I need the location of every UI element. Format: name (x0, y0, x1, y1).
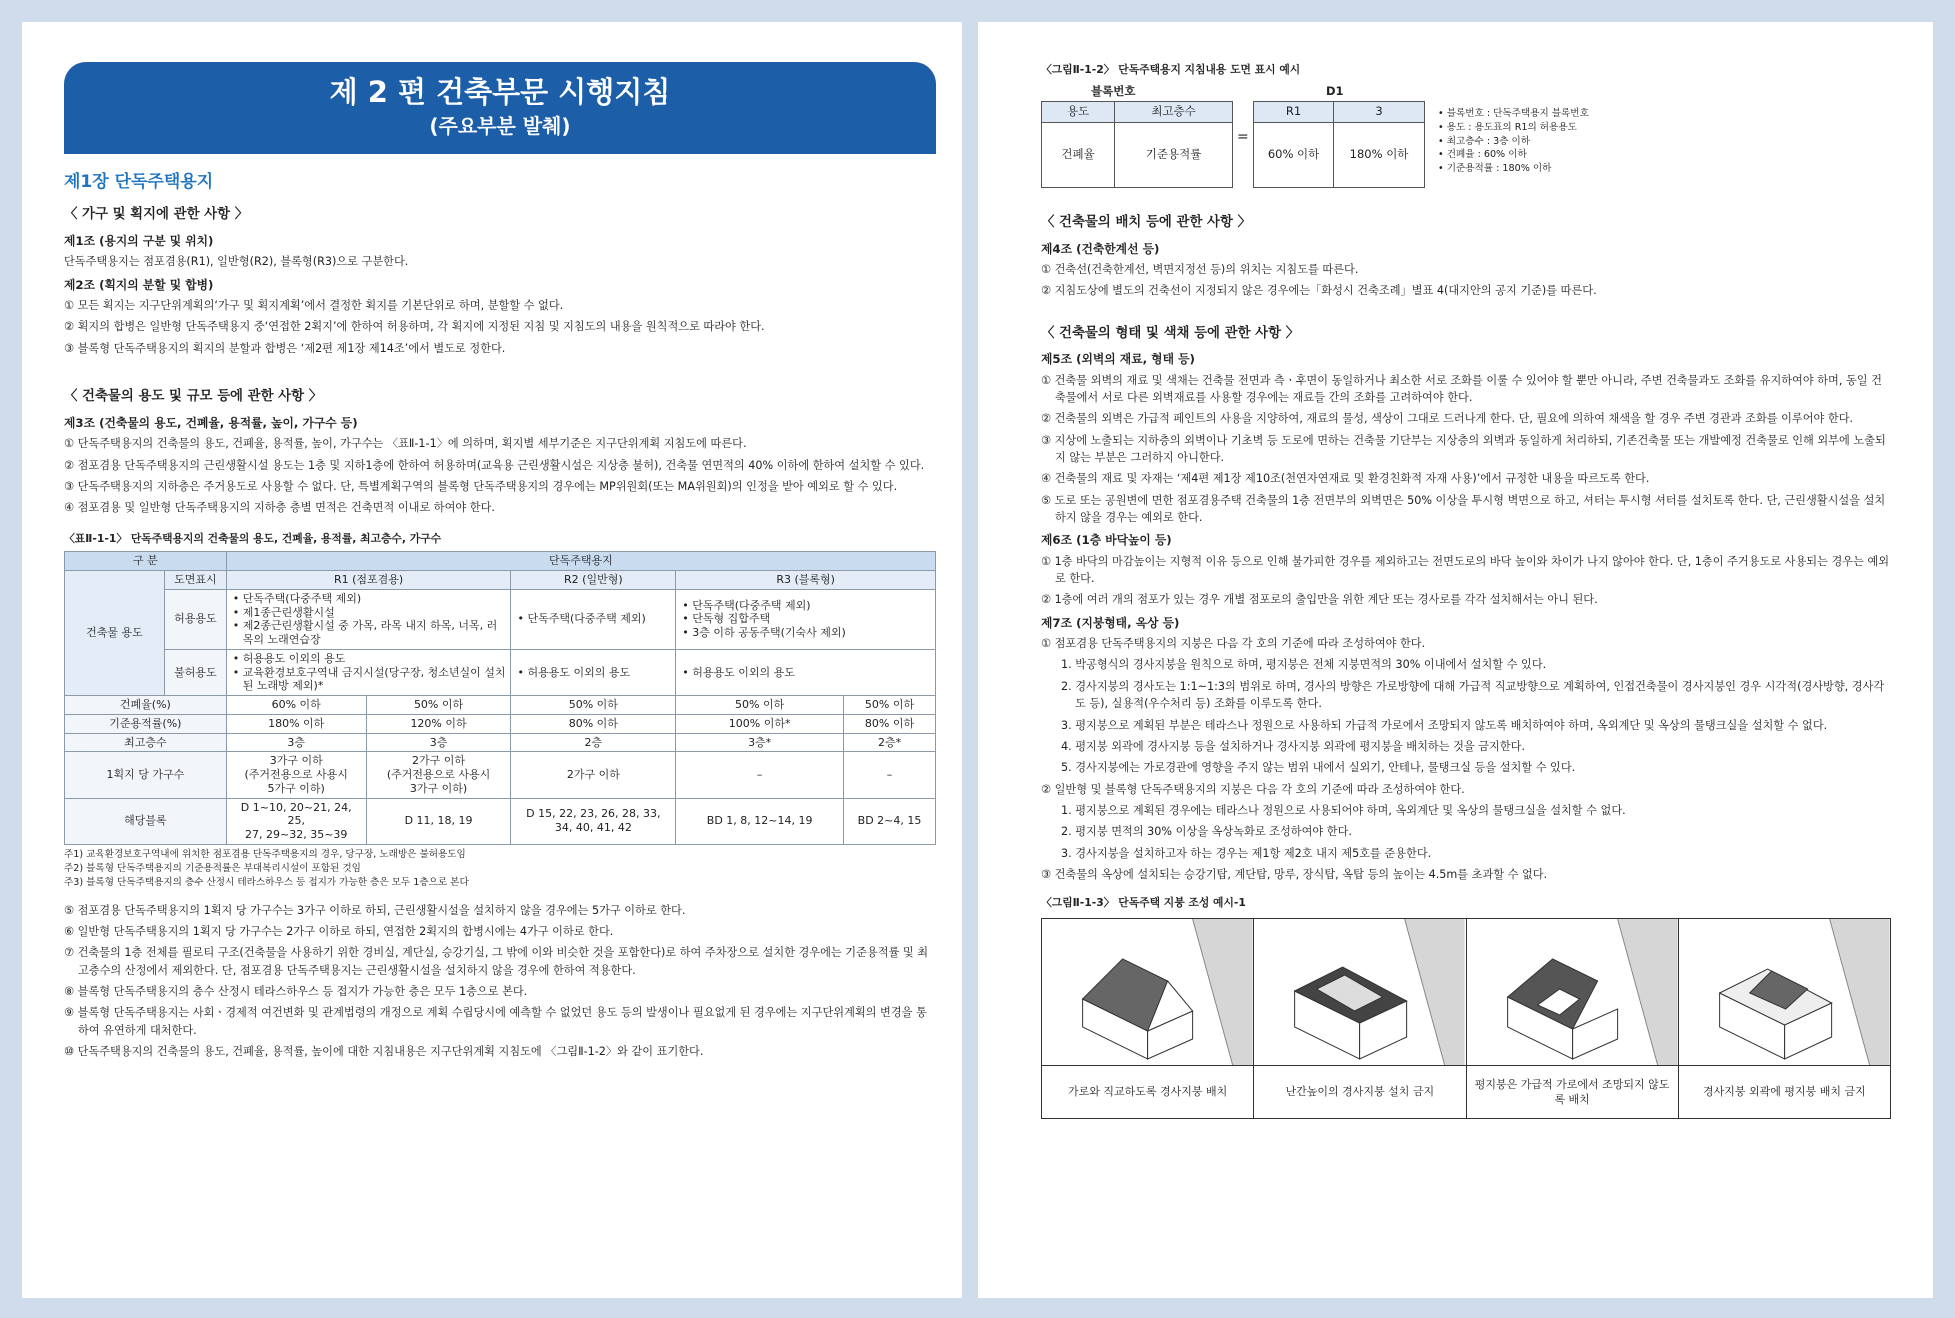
table-body (65, 696, 936, 845)
article-body: 단독주택용지는 점포겸용(R1), 일반형(R2), 블록형(R3)으로 구분한다. (64, 255, 409, 269)
table-header: R3 (블록형) (676, 571, 936, 590)
row-label: 1획지 당 가구수 (65, 752, 227, 798)
value-header: 3 (1334, 101, 1425, 122)
article-subitem: 3. 평지붕으로 계획된 부분은 테라스나 정원으로 사용하되 가급적 가로에서 조망되지 않도록 배치하여야 하며, 옥외계단 및 옥상의 물탱크실을 설치할 수 없다. (1061, 718, 1828, 732)
table-cell (676, 589, 936, 649)
list-item: • 허용용도 이외의 용도 (527, 666, 671, 680)
table-row (65, 696, 936, 715)
chapter-title: 제1장 단독주택용지 (64, 172, 214, 192)
article-item: ④ 건축물의 재료 및 자재는 ‘제4편 제1장 제10조(천연자연재료 및 환경친화적 자재 사용)’에서 규정한 내용을 따르도록 한다. (1041, 472, 1650, 486)
article-item: ⑧ 블록형 단독주택용지의 층수 산정시 테라스하우스 등 접지가 가능한 층은 모두 1층으로 본다. (64, 984, 528, 998)
article-item: ② 건축물의 외벽은 가급적 페인트의 사용을 지양하여, 재료의 물성, 색상이 그대로 드러나게 한다. 단, 필요에 의하여 채색을 할 경우 주변 경관과 조화를 이루어야 한다. (1041, 412, 1854, 426)
figure-label: 가로와 직교하도록 경사지붕 배치 (1067, 1085, 1228, 1099)
figure-label: 평지붕은 가급적 가로에서 조망되지 않도록 배치 (1474, 1077, 1670, 1107)
article-item: ① 건축물 외벽의 재료 및 색채는 건축물 전면과 측ㆍ후면이 동일하거나 최소한 서로 조화를 이룰 수 있어야 할 뿐만 아니라, 주변 건축물과도 조화를 유지하여야 하며, 동일 건축물에서 서로 다른 외벽재료를 사용할 경우에는 재료들 간의 조화를 고려하여야 한다. (1041, 373, 1882, 404)
legend-item: • 기준용적률 : 180% 이하 (1438, 162, 1589, 176)
table-cell: D 15, 22, 23, 26, 28, 33, 34, 40, 41, 42 (511, 798, 676, 844)
article-subitem: 2. 경사지붕의 경사도는 1:1~1:3의 범위로 하며, 경사의 방향은 가로방향에 대해 가급적 직교방향으로 계획하여, 인접건축물이 경사지붕인 경우 시각적(경사방향, 경사각도 등), 실용적(우수처리 등) 조화를 이루도록 한다. (1061, 679, 1885, 711)
legend-item: • 용도 : 용도표의 R1의 허용용도 (1438, 121, 1589, 135)
figure-caption: 〈그림Ⅱ-1-3〉 단독주택 지붕 조성 예시-1 (1041, 896, 1246, 910)
roof-figure (1679, 919, 1890, 1118)
section-heading: 〈 건축물의 형태 및 색채 등에 관한 사항 〉 (1041, 325, 1300, 341)
table-header: 도면표시 (164, 571, 226, 590)
table-cell (226, 649, 511, 695)
table-cell: 100% 이하* (676, 714, 844, 733)
left-column (64, 166, 936, 1064)
table-note: 주2) 블록형 단독주택용지의 기준용적률은 부대복리시설이 포함된 것임 (64, 862, 361, 874)
value-cell: 180% 이하 (1334, 122, 1425, 187)
roof-example-figures (1041, 918, 1891, 1119)
right-page (978, 22, 1933, 1298)
notation-key-table (1041, 101, 1233, 188)
table-row (65, 798, 936, 844)
table-cell: 2가구 이하 (주거전용으로 사용시 3가구 이하) (366, 752, 511, 798)
article-items-continued (64, 902, 936, 1061)
table-cell: 2층 (511, 733, 676, 752)
roof-figure (1254, 919, 1466, 1118)
table-cell: 2층* (844, 733, 936, 752)
article-item: ② 1층에 여러 개의 점포가 있는 경우 개별 점포로의 출입만을 위한 계단 또는 경사로를 각각 설치해서는 아니 된다. (1041, 593, 1598, 607)
value-cell: 60% 이하 (1254, 122, 1334, 187)
table-header: R2 (일반형) (511, 571, 676, 590)
article-title: 제4조 (건축한계선 등) (1041, 241, 1160, 256)
article-item: ② 점포겸용 단독주택용지의 근린생활시설 용도는 1층 및 지하1층에 한하여 허용하며(교육용 근린생활시설은 지상층 불허), 건축물 연면적의 40% 이하에 한하여 설치할 수 있다. (64, 458, 925, 472)
article-item: ② 획지의 합병은 일반형 단독주택용지 중‘연접한 2획지’에 한하여 허용하며, 각 획지에 지정된 지침 및 지침도의 내용을 원칙적으로 따라야 한다. (64, 320, 765, 334)
list-item: • 제2종근린생활시설 중 가목, 라목 내지 하목, 너목, 러목의 노래연습장 (243, 619, 507, 647)
figure-label: 경사지붕 외곽에 평지붕 배치 금지 (1703, 1085, 1866, 1099)
page-subtitle: (주요부분 발췌) (429, 114, 571, 138)
row-label: 최고층수 (65, 733, 227, 752)
article-item: ③ 지상에 노출되는 지하층의 외벽이나 기초벽 등 도로에 면하는 건축물 기단부는 지상층의 외벽과 동일하게 처리하되, 기존건축물 또는 개발예정 건축물로 인해 외부에 노출되지 않는 부분은 그러하지 아니한다. (1041, 433, 1886, 464)
table-header: 구 분 (65, 552, 227, 571)
equals-sign: = (1237, 128, 1249, 145)
table-note: 주3) 블록형 단독주택용지의 층수 산정시 테라스하우스 등 접지가 가능한 층은 모두 1층으로 본다 (64, 876, 469, 888)
table-cell: 80% 이하 (511, 714, 676, 733)
table-cell: 80% 이하 (844, 714, 936, 733)
roof-illustration (1254, 919, 1465, 1066)
article-title: 제2조 (획지의 분할 및 합병) (64, 277, 214, 292)
article-item: ③ 단독주택용지의 지하층은 주거용도로 사용할 수 없다. 단, 특별계획구역의 블록형 단독주택용지의 경우에는 MP위원회(또는 MA위원회)의 인정을 받아 예외로 할 수 있다. (64, 479, 898, 493)
key-cell: 기준용적률 (1115, 122, 1233, 187)
figure-caption: 〈그림Ⅱ-1-2〉 단독주택용지 지침내용 도면 표시 예시 (1041, 63, 1301, 76)
article-item: ③ 건축물의 옥상에 설치되는 승강기탑, 계단탑, 망루, 장식탑, 옥탑 등의 높이는 4.5m를 초과할 수 없다. (1041, 868, 1548, 882)
list-item: • 3층 이하 공동주택(기숙사 제외) (692, 626, 931, 640)
roof-illustration (1467, 919, 1678, 1066)
article-subitem: 1. 박공형식의 경사지붕을 원칙으로 하며, 평지붕은 전체 지붕면적의 30% 이내에서 설치할 수 있다. (1061, 658, 1547, 672)
section-heading: 〈 가구 및 획지에 관한 사항 〉 (64, 207, 249, 223)
roof-figure (1042, 919, 1254, 1118)
land-use-table (64, 551, 936, 845)
value-header: R1 (1254, 101, 1334, 122)
table-cell: BD 1, 8, 12~14, 19 (676, 798, 844, 844)
article-item: ⑩ 단독주택용지의 건축물의 용도, 건폐율, 용적률, 높이에 대한 지침내용은 지구단위계획 지침도에 〈그림Ⅱ-1-2〉와 같이 표기한다. (64, 1045, 704, 1059)
list-item: • 단독형 집합주택 (692, 612, 931, 626)
article-title: 제5조 (외벽의 재료, 형태 등) (1041, 352, 1195, 367)
section-heading: 〈 건축물의 용도 및 규모 등에 관한 사항 〉 (64, 389, 323, 405)
list-item: • 단독주택(다중주택 제외) (527, 612, 671, 626)
table-cell: D 11, 18, 19 (366, 798, 511, 844)
key-header: 최고층수 (1115, 101, 1233, 122)
figure-label: 난간높이의 경사지붕 설치 금지 (1285, 1085, 1435, 1099)
article-item: ⑨ 블록형 단독주택용지는 사회ㆍ경제적 여건변화 및 관계법령의 개정으로 계획 수립당시에 예측할 수 없었던 용도 등의 발생이나 필요없게 된 경우에는 지구단위계획의 변경을 통하여 유연하게 대처한다. (64, 1006, 927, 1037)
table-cell: 3가구 이하 (주거전용으로 사용시 5가구 이하) (226, 752, 366, 798)
table-cell (676, 649, 936, 695)
roof-figure (1467, 919, 1679, 1118)
article-item: ③ 블록형 단독주택용지의 획지의 분할과 합병은 ‘제2편 제1장 제14조’에서 별도로 정한다. (64, 341, 506, 355)
table-cell: 50% 이하 (844, 696, 936, 715)
right-column (1041, 62, 1891, 1119)
list-item: • 허용용도 이외의 용도 (692, 666, 931, 680)
article-item: ① 건축선(건축한계선, 벽면지정선 등)의 위치는 지침도를 따른다. (1041, 262, 1359, 276)
table-cell (226, 589, 511, 649)
table-header: 건축물 용도 (65, 571, 165, 696)
section-heading: 〈 건축물의 배치 등에 관한 사항 〉 (1041, 214, 1251, 230)
table-notes (64, 848, 936, 890)
roof-illustration (1679, 919, 1890, 1066)
article-item: ⑦ 건축물의 1층 전체를 필로티 구조(건축물을 사용하기 위한 경비실, 계단실, 승강기실, 그 밖에 이와 비슷한 것을 포함한다)로 하여 주차장으로 설치한 경우에는 기준용적률 및 최고층수의 산정에서 제외한다. 단, 점포겸용 단독주택용지는 근린생활시설을 설치하지 않을 경우에 한하여 적용한다. (64, 946, 929, 977)
table-row (65, 752, 936, 798)
table-cell: 50% 이하 (511, 696, 676, 715)
table-cell: 120% 이하 (366, 714, 511, 733)
key-cell: 건폐율 (1042, 122, 1115, 187)
article-item: ⑤ 점포겸용 단독주택용지의 1획지 당 가구수는 3가구 이하로 하되, 근린생활시설을 설치하지 않을 경우에는 5가구 이하로 한다. (64, 903, 686, 917)
table-row (65, 714, 936, 733)
left-page (22, 22, 962, 1298)
map-notation-example (1041, 83, 1891, 203)
notation-value-table (1253, 101, 1425, 188)
article-title: 제6조 (1층 바닥높이 등) (1041, 533, 1172, 548)
title-banner (64, 62, 936, 154)
article-subitem: 3. 경사지붕을 설치하고자 하는 경우는 제1항 제2호 내지 제5호를 준용한다. (1061, 846, 1432, 860)
list-item: • 교육환경보호구역내 금지시설(당구장, 청소년실이 설치된 노래방 제외)* (243, 666, 507, 694)
table-cell (511, 589, 676, 649)
article-item: ④ 점포겸용 및 일반형 단독주택용지의 지하층 층별 면적은 건축면적 이내로 하여야 한다. (64, 501, 495, 515)
article-item: ② 일반형 및 블록형 단독주택용지의 지붕은 다음 각 호의 기준에 따라 조성하여야 한다. (1041, 782, 1465, 796)
list-item: • 단독주택(다중주택 제외) (692, 599, 931, 613)
article-title: 제3조 (건축물의 용도, 건폐율, 용적률, 높이, 가구수 등) (64, 415, 358, 430)
article-title: 제1조 (용지의 구분 및 위치) (64, 234, 214, 249)
table-cell: 50% 이하 (676, 696, 844, 715)
list-item: • 제1종근린생활시설 (243, 606, 507, 620)
table-caption: 〈표Ⅱ-1-1〉 단독주택용지의 건축물의 용도, 건폐율, 용적률, 최고층수, 가구수 (64, 531, 442, 545)
table-cell: 50% 이하 (366, 696, 511, 715)
table-cell (511, 649, 676, 695)
list-item: • 단독주택(다중주택 제외) (243, 592, 507, 606)
article-subitem: 1. 평지붕으로 계획된 경우에는 테라스나 정원으로 사용되어야 하며, 옥외계단 및 옥상의 물탱크실을 설치할 수 없다. (1061, 803, 1626, 817)
row-label: 건폐율(%) (65, 696, 227, 715)
legend-item: • 최고층수 : 3층 이하 (1438, 135, 1589, 149)
article-item: ① 점포겸용 단독주택용지의 지붕은 다음 각 호의 기준에 따라 조성하여야 한다. (1041, 637, 1426, 651)
article-item: ⑥ 일반형 단독주택용지의 1획지 당 가구수는 2가구 이하로 하되, 연접한 2획지의 합병시에는 4가구 이하로 한다. (64, 924, 614, 938)
article-subitem: 2. 평지붕 면적의 30% 이상을 옥상녹화로 조성하여야 한다. (1061, 825, 1352, 839)
row-label: 불허용도 (164, 649, 226, 695)
table-cell: 180% 이하 (226, 714, 366, 733)
roof-illustration (1042, 919, 1253, 1066)
table-row (65, 733, 936, 752)
table-cell: 3층 (366, 733, 511, 752)
table-cell: 60% 이하 (226, 696, 366, 715)
table-cell: 3층* (676, 733, 844, 752)
legend-item: • 건폐율 : 60% 이하 (1438, 148, 1589, 162)
article-item: ① 1층 바닥의 마감높이는 지형적 이유 등으로 인해 불가피한 경우를 제외하고는 전면도로의 바닥 높이와 차이가 나지 않아야 한다. 단, 1층이 주거용도로 사용되는 경우는 예외로 한다. (1041, 554, 1890, 586)
table-note: 주1) 교육환경보호구역내에 위치한 점포겸용 단독주택용지의 경우, 당구장, 노래방은 불허용도임 (64, 848, 466, 860)
article-title: 제7조 (지붕형태, 옥상 등) (1041, 615, 1180, 630)
table-cell: BD 2~4, 15 (844, 798, 936, 844)
key-header: 용도 (1042, 101, 1115, 122)
table-cell: – (676, 752, 844, 798)
row-label: 해당블록 (65, 798, 227, 844)
article-item: ① 단독주택용지의 건축물의 용도, 건폐율, 용적률, 높이, 가구수는 〈표Ⅱ-1-1〉에 의하며, 획지별 세부기준은 지구단위계획 지침도에 따른다. (64, 437, 747, 451)
page-title: 제 2 편 건축부문 시행지침 (329, 75, 671, 109)
legend-item: • 블록번호 : 단독주택용지 블록번호 (1438, 107, 1589, 121)
article-item: ② 지침도상에 별도의 건축선이 지정되지 않은 경우에는「화성시 건축조례」별표 4(대지안의 공지 기준)를 따른다. (1041, 284, 1597, 298)
article-subitem: 5. 경사지붕에는 가로경관에 영향을 주지 않는 범위 내에서 실외기, 안테나, 물탱크실 등을 설치할 수 있다. (1061, 761, 1576, 775)
article-item: ① 모든 획지는 지구단위계획의‘가구 및 획지계획’에서 결정한 획지를 기본단위로 하며, 분할할 수 없다. (64, 299, 564, 313)
table-header: 단독주택용지 (226, 552, 935, 571)
article-item: ⑤ 도로 또는 공원변에 면한 점포겸용주택 건축물의 1층 전면부의 외벽면은 50% 이상을 투시형 벽면으로 하고, 셔터는 투시형 셔터를 설치토록 한다. 단, 근린생활시설을 설치하지 않을 경우는 예외로 한다. (1041, 493, 1886, 525)
block-label: 블록번호 (1091, 83, 1136, 98)
block-value: D1 (1326, 83, 1344, 98)
table-cell: 3층 (226, 733, 366, 752)
table-header: R1 (점포겸용) (226, 571, 511, 590)
table-cell: – (844, 752, 936, 798)
table-cell: 2가구 이하 (511, 752, 676, 798)
row-label: 기준용적률(%) (65, 714, 227, 733)
table-cell: D 1~10, 20~21, 24, 25, 27, 29~32, 35~39 (226, 798, 366, 844)
row-label: 허용용도 (164, 589, 226, 649)
notation-legend (1438, 107, 1589, 177)
list-item: • 허용용도 이외의 용도 (243, 652, 507, 666)
article-subitem: 4. 평지붕 외곽에 경사지붕 등을 설치하거나 경사지붕 외곽에 평지붕을 배치하는 것을 금지한다. (1061, 739, 1526, 753)
